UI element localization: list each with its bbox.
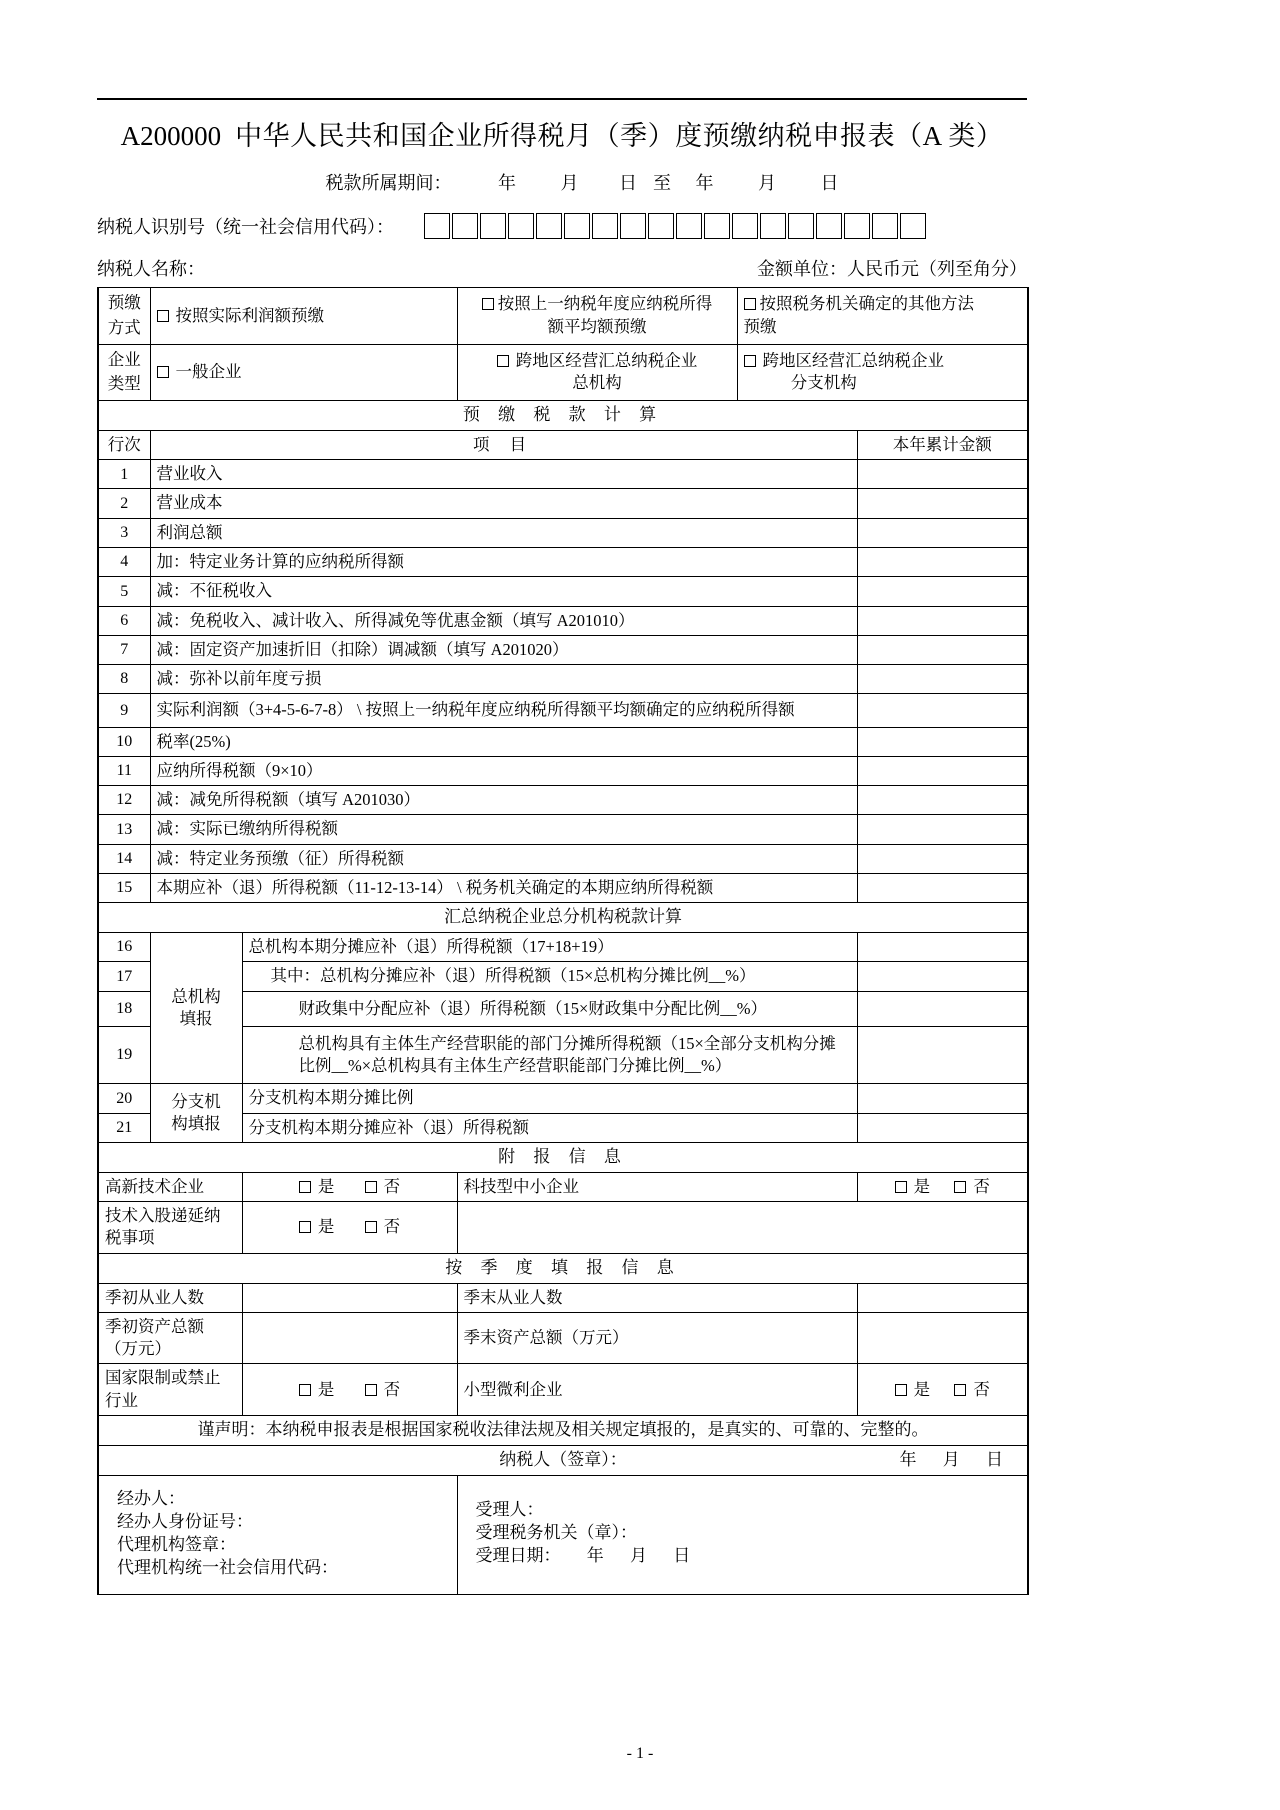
form-title-text: 中华人民共和国企业所得税月（季）度预缴纳税申报表（A 类） (235, 121, 1004, 151)
checkbox-icon[interactable] (895, 1181, 907, 1193)
row-item-4: 加：特定业务计算的应纳税所得额 (150, 548, 857, 577)
id-box-17[interactable] (872, 213, 898, 239)
field-employees-quarter-start[interactable] (242, 1283, 457, 1312)
enterprise-type-label-l2: 类型 (107, 374, 141, 394)
label-assets-quarter-end: 季末资产总额（万元） (457, 1312, 857, 1364)
agency-seal-field[interactable]: 代理机构签章： (117, 1534, 236, 1554)
option-no-label: 否 (383, 1217, 401, 1237)
col-header-item: 项 目 (150, 430, 857, 459)
acceptance-day: 日 (673, 1546, 691, 1566)
checkbox-icon[interactable] (744, 355, 756, 367)
signature-row (98, 1445, 1028, 1475)
table-row (98, 933, 1028, 962)
form-code: A200000 (120, 121, 222, 151)
quarterly-info-band-row (98, 1253, 1028, 1283)
taxpayer-name-line (97, 255, 1027, 281)
option-no-label: 否 (973, 1176, 990, 1196)
row-item-6: 减：免税收入、减计收入、所得减免等优惠金额（填写 A201010） (150, 606, 857, 635)
tax-period-line (97, 169, 1027, 195)
row-no-14: 14 (98, 844, 150, 873)
row-amount-6[interactable] (857, 606, 1028, 635)
amount-unit-label: 金额单位：人民币元（列至角分） (757, 259, 1027, 279)
prepay-option-actual-profit-label: 按照实际利润额预缴 (175, 305, 324, 325)
accepting-tax-authority-field[interactable]: 受理税务机关（章）： (475, 1523, 637, 1543)
prepay-calc-band-row (98, 401, 1028, 431)
field-restricted-industry[interactable] (242, 1364, 457, 1416)
label-high-tech-enterprise: 高新技术企业 (98, 1172, 242, 1201)
id-box-12[interactable] (732, 213, 758, 239)
field-employees-quarter-end[interactable] (857, 1283, 1028, 1312)
table-row (98, 1312, 1028, 1364)
checkbox-icon[interactable] (299, 1181, 311, 1193)
id-box-9[interactable] (648, 213, 674, 239)
consolidated-band: 汇总纳税企业总分机构税款计算 (98, 903, 1028, 933)
label-employees-quarter-end: 季末从业人数 (457, 1283, 857, 1312)
agency-credit-code-field[interactable]: 代理机构统一社会信用代码： (117, 1557, 338, 1577)
table-row (98, 756, 1028, 785)
row-item-17: 其中：总机构分摊应补（退）所得税额（15×总机构分摊比例__%） (242, 962, 857, 991)
id-box-15[interactable] (816, 213, 842, 239)
row-amount-21[interactable] (857, 1113, 1028, 1142)
signature-line (98, 1445, 1028, 1475)
field-tech-equity-deferred-tax[interactable] (242, 1202, 457, 1254)
id-box-13[interactable] (760, 213, 786, 239)
row-amount-9[interactable] (857, 694, 1028, 727)
id-box-8[interactable] (620, 213, 646, 239)
row-item-3: 利润总额 (150, 518, 857, 547)
enterprise-type-branch-l2: 分支机构 (790, 373, 857, 393)
footer-left-block (98, 1475, 457, 1594)
row-no-15: 15 (98, 873, 150, 902)
page-number: - 1 - (626, 1745, 654, 1762)
enterprise-type-head-office-l2: 总机构 (572, 373, 622, 393)
table-row (98, 518, 1028, 547)
taxpayer-id-label: 纳税人识别号（统一社会信用代码）： (97, 217, 394, 237)
row-no-17: 17 (98, 962, 150, 991)
table-row (98, 873, 1028, 902)
prepay-option-other-method[interactable] (737, 288, 1028, 345)
checkbox-icon[interactable] (365, 1221, 377, 1233)
row-no-6: 6 (98, 606, 150, 635)
checkbox-icon[interactable] (482, 298, 494, 310)
table-row (98, 844, 1028, 873)
option-no[interactable] (365, 1176, 401, 1198)
prepay-option-prev-year-avg-l1: 按照上一纳税年度应纳税所得 (497, 294, 713, 314)
attached-info-band: 附 报 信 息 (98, 1142, 1028, 1172)
row-amount-18[interactable] (857, 991, 1028, 1026)
prepay-option-prev-year-avg[interactable] (457, 288, 737, 345)
row-item-7: 减：固定资产加速折旧（扣除）调减额（填写 A201020） (150, 635, 857, 664)
id-box-7[interactable] (592, 213, 618, 239)
enterprise-type-head-office-l1: 跨地区经营汇总纳税企业 (515, 350, 698, 370)
row-amount-7[interactable] (857, 635, 1028, 664)
table-row (98, 1202, 1028, 1254)
row-no-13: 13 (98, 815, 150, 844)
row-item-5: 减：不征税收入 (150, 577, 857, 606)
top-rule (97, 98, 1027, 100)
declaration-row (98, 1415, 1028, 1445)
row-no-7: 7 (98, 635, 150, 664)
enterprise-type-label (98, 344, 150, 401)
label-tech-equity-deferred-tax: 技术入股递延纳税事项 (98, 1202, 242, 1254)
table-row (98, 1364, 1028, 1416)
option-yes-label: 是 (913, 1379, 931, 1399)
taxpayer-id-line (97, 213, 1027, 239)
row-no-2: 2 (98, 489, 150, 518)
row-amount-10[interactable] (857, 727, 1028, 756)
checkbox-icon[interactable] (299, 1221, 311, 1233)
row-no-4: 4 (98, 548, 150, 577)
row-item-12: 减：减免所得税额（填写 A201030） (150, 786, 857, 815)
label-tech-sme: 科技型中小企业 (457, 1172, 857, 1201)
row-no-11: 11 (98, 756, 150, 785)
table-row (98, 460, 1028, 489)
checkbox-icon[interactable] (497, 355, 509, 367)
attached-info-empty-cell (457, 1202, 1028, 1254)
field-assets-quarter-start[interactable] (242, 1312, 457, 1364)
prepay-option-other-method-l2: 预缴 (743, 316, 777, 336)
option-no[interactable] (365, 1379, 401, 1401)
table-header-row (98, 430, 1028, 459)
checkbox-icon[interactable] (895, 1384, 907, 1396)
prepay-method-label-l2: 方式 (107, 317, 141, 337)
footer-right-block (457, 1475, 1028, 1594)
field-tech-sme[interactable] (857, 1172, 1028, 1201)
period-end-year: 年 (695, 173, 714, 193)
table-row (98, 1283, 1028, 1312)
row-amount-15[interactable] (857, 873, 1028, 902)
row-item-20: 分支机构本期分摊比例 (242, 1084, 857, 1113)
enterprise-type-label-l1: 企业 (107, 349, 141, 369)
row-no-10: 10 (98, 727, 150, 756)
acceptance-year: 年 (586, 1546, 604, 1566)
field-assets-quarter-end[interactable] (857, 1312, 1028, 1364)
head-office-group-label (150, 933, 242, 1084)
branch-group-label (150, 1084, 242, 1143)
row-item-16: 总机构本期分摊应补（退）所得税额（17+18+19） (242, 933, 857, 962)
tax-period-label: 税款所属期间： (325, 173, 452, 193)
checkbox-icon[interactable] (299, 1384, 311, 1396)
row-amount-5[interactable] (857, 577, 1028, 606)
label-small-low-profit-enterprise: 小型微利企业 (457, 1364, 857, 1416)
head-office-label-l2: 填报 (179, 1009, 213, 1029)
label-assets-quarter-start: 季初资产总额（万元） (98, 1312, 242, 1364)
option-yes[interactable] (895, 1379, 931, 1401)
row-item-18: 财政集中分配应补（退）所得税额（15×财政集中分配比例__%） (242, 991, 857, 1026)
footer-row (98, 1475, 1028, 1594)
id-box-6[interactable] (564, 213, 590, 239)
acceptance-date-field[interactable] (476, 1545, 1018, 1568)
row-amount-12[interactable] (857, 786, 1028, 815)
period-end-month: 月 (758, 173, 776, 193)
row-item-2: 营业成本 (150, 489, 857, 518)
table-row (98, 727, 1028, 756)
id-box-14[interactable] (788, 213, 814, 239)
id-box-11[interactable] (704, 213, 730, 239)
checkbox-icon[interactable] (157, 310, 169, 322)
option-no-label: 否 (383, 1379, 401, 1399)
prepay-method-label-l1: 预缴 (107, 293, 141, 312)
option-no[interactable] (365, 1216, 401, 1238)
page-title (97, 114, 1027, 153)
id-box-18[interactable] (900, 213, 926, 239)
period-start-month: 月 (560, 173, 579, 193)
row-no-18: 18 (98, 991, 150, 1026)
row-item-14: 减：特定业务预缴（征）所得税额 (150, 844, 857, 873)
signature-month: 月 (942, 1449, 960, 1469)
row-amount-1[interactable] (857, 460, 1028, 489)
row-no-12: 12 (98, 786, 150, 815)
row-no-3: 3 (98, 518, 150, 547)
row-no-21: 21 (98, 1113, 150, 1142)
label-restricted-industry: 国家限制或禁止行业 (98, 1364, 242, 1416)
id-box-2[interactable] (452, 213, 478, 239)
prepay-option-prev-year-avg-l2: 额平均额预缴 (547, 316, 647, 336)
checkbox-icon[interactable] (365, 1181, 377, 1193)
consolidated-band-row (98, 903, 1028, 933)
checkbox-icon[interactable] (365, 1384, 377, 1396)
row-no-8: 8 (98, 665, 150, 694)
checkbox-icon[interactable] (157, 366, 169, 378)
enterprise-type-branch[interactable] (737, 344, 1028, 401)
main-form-table (97, 287, 1029, 1595)
taxpayer-signature-label[interactable]: 纳税人（签章）： (499, 1449, 627, 1469)
table-row (98, 815, 1028, 844)
branch-label-l2: 构填报 (171, 1114, 221, 1134)
row-amount-16[interactable] (857, 933, 1028, 962)
agent-name-field[interactable]: 经办人： (117, 1488, 185, 1508)
col-header-amount: 本年累计金额 (857, 430, 1028, 459)
row-no-16: 16 (98, 933, 150, 962)
option-yes-label: 是 (317, 1176, 335, 1196)
prepay-method-row (98, 288, 1028, 345)
taxpayer-id-input[interactable] (424, 213, 928, 239)
id-box-16[interactable] (844, 213, 870, 239)
id-box-10[interactable] (676, 213, 702, 239)
table-row (98, 635, 1028, 664)
row-amount-19[interactable] (857, 1026, 1028, 1084)
option-yes[interactable] (299, 1379, 335, 1401)
row-amount-14[interactable] (857, 844, 1028, 873)
prepay-method-label (98, 288, 150, 345)
table-row (98, 548, 1028, 577)
head-office-label-l1: 总机构 (171, 987, 221, 1007)
row-no-9: 9 (98, 694, 150, 727)
row-amount-8[interactable] (857, 665, 1028, 694)
checkbox-icon[interactable] (954, 1384, 966, 1396)
id-box-3[interactable] (480, 213, 506, 239)
row-item-1: 营业收入 (150, 460, 857, 489)
id-box-5[interactable] (536, 213, 562, 239)
row-no-1: 1 (98, 460, 150, 489)
row-amount-11[interactable] (857, 756, 1028, 785)
enterprise-type-general[interactable] (150, 344, 457, 401)
acceptor-name-field[interactable]: 受理人： (475, 1500, 544, 1520)
option-no-label: 否 (973, 1379, 990, 1399)
row-no-19: 19 (98, 1026, 150, 1084)
row-item-21: 分支机构本期分摊应补（退）所得税额 (242, 1113, 857, 1142)
id-box-4[interactable] (508, 213, 534, 239)
signature-date[interactable] (878, 1449, 1004, 1472)
enterprise-type-branch-l1: 跨地区经营汇总纳税企业 (762, 350, 944, 370)
row-amount-3[interactable] (857, 518, 1028, 547)
table-row (98, 694, 1028, 727)
prepay-option-other-method-l1: 按照税务机关确定的其他方法 (759, 294, 974, 314)
label-employees-quarter-start: 季初从业人数 (98, 1283, 242, 1312)
table-row (98, 489, 1028, 518)
option-yes[interactable] (299, 1176, 335, 1198)
field-small-low-profit-enterprise[interactable] (857, 1364, 1028, 1416)
branch-label-l1: 分支机 (171, 1091, 221, 1111)
row-item-10: 税率(25%) (150, 727, 857, 756)
row-item-13: 减：实际已缴纳所得税额 (150, 815, 857, 844)
table-row (98, 606, 1028, 635)
acceptance-month: 月 (630, 1546, 647, 1566)
option-yes-label: 是 (317, 1217, 335, 1237)
prepay-calc-band: 预 缴 税 款 计 算 (98, 401, 1028, 431)
enterprise-type-row (98, 344, 1028, 401)
row-item-9: 实际利润额（3+4-5-6-7-8） \ 按照上一纳税年度应纳税所得额平均额确定的应纳税所得额 (150, 694, 857, 727)
row-item-11: 应纳所得税额（9×10） (150, 756, 857, 785)
taxpayer-name-label: 纳税人名称： (97, 259, 205, 279)
table-row (98, 1172, 1028, 1201)
prepay-option-actual-profit[interactable] (150, 288, 457, 345)
declaration-text: 谨声明：本纳税申报表是根据国家税收法律法规及相关规定填报的，是真实的、可靠的、完整的。 (98, 1415, 1028, 1445)
row-amount-2[interactable] (857, 489, 1028, 518)
option-no[interactable] (954, 1379, 990, 1401)
acceptance-date-label: 受理日期： (475, 1546, 561, 1566)
period-end-day: 日 (820, 173, 839, 193)
table-row (98, 665, 1028, 694)
checkbox-icon[interactable] (954, 1181, 966, 1193)
row-amount-13[interactable] (857, 815, 1028, 844)
enterprise-type-general-label: 一般企业 (175, 362, 242, 382)
period-start-day: 日 (619, 173, 637, 193)
field-high-tech-enterprise[interactable] (242, 1172, 457, 1201)
checkbox-icon[interactable] (744, 298, 756, 310)
period-start-year: 年 (498, 173, 516, 193)
col-header-row-no: 行次 (98, 430, 150, 459)
table-row (98, 1084, 1028, 1113)
option-yes[interactable] (299, 1216, 335, 1238)
signature-year: 年 (899, 1449, 917, 1469)
option-yes-label: 是 (913, 1176, 931, 1196)
row-amount-17[interactable] (857, 962, 1028, 991)
id-box-1[interactable] (424, 213, 450, 239)
signature-day: 日 (986, 1449, 1003, 1469)
period-to: 至 (653, 173, 671, 193)
row-item-19: 总机构具有主体生产经营职能的部门分摊所得税额（15×全部分支机构分摊比例__%×总机构具有主体生产经营职能部门分摊比例__%） (242, 1026, 857, 1084)
attached-info-band-row (98, 1142, 1028, 1172)
row-amount-4[interactable] (857, 548, 1028, 577)
option-yes[interactable] (895, 1176, 931, 1198)
row-amount-20[interactable] (857, 1084, 1028, 1113)
row-item-15: 本期应补（退）所得税额（11-12-13-14） \ 税务机关确定的本期应纳所得税额 (150, 873, 857, 902)
option-no-label: 否 (383, 1176, 401, 1196)
option-yes-label: 是 (317, 1379, 335, 1399)
row-no-5: 5 (98, 577, 150, 606)
page-content (97, 98, 1027, 1595)
row-item-8: 减：弥补以前年度亏损 (150, 665, 857, 694)
row-no-20: 20 (98, 1084, 150, 1113)
table-row (98, 577, 1028, 606)
table-row (98, 786, 1028, 815)
quarterly-info-band: 按 季 度 填 报 信 息 (98, 1253, 1028, 1283)
enterprise-type-head-office[interactable] (457, 344, 737, 401)
option-no[interactable] (954, 1176, 990, 1198)
agent-id-field[interactable]: 经办人身份证号： (117, 1511, 253, 1531)
